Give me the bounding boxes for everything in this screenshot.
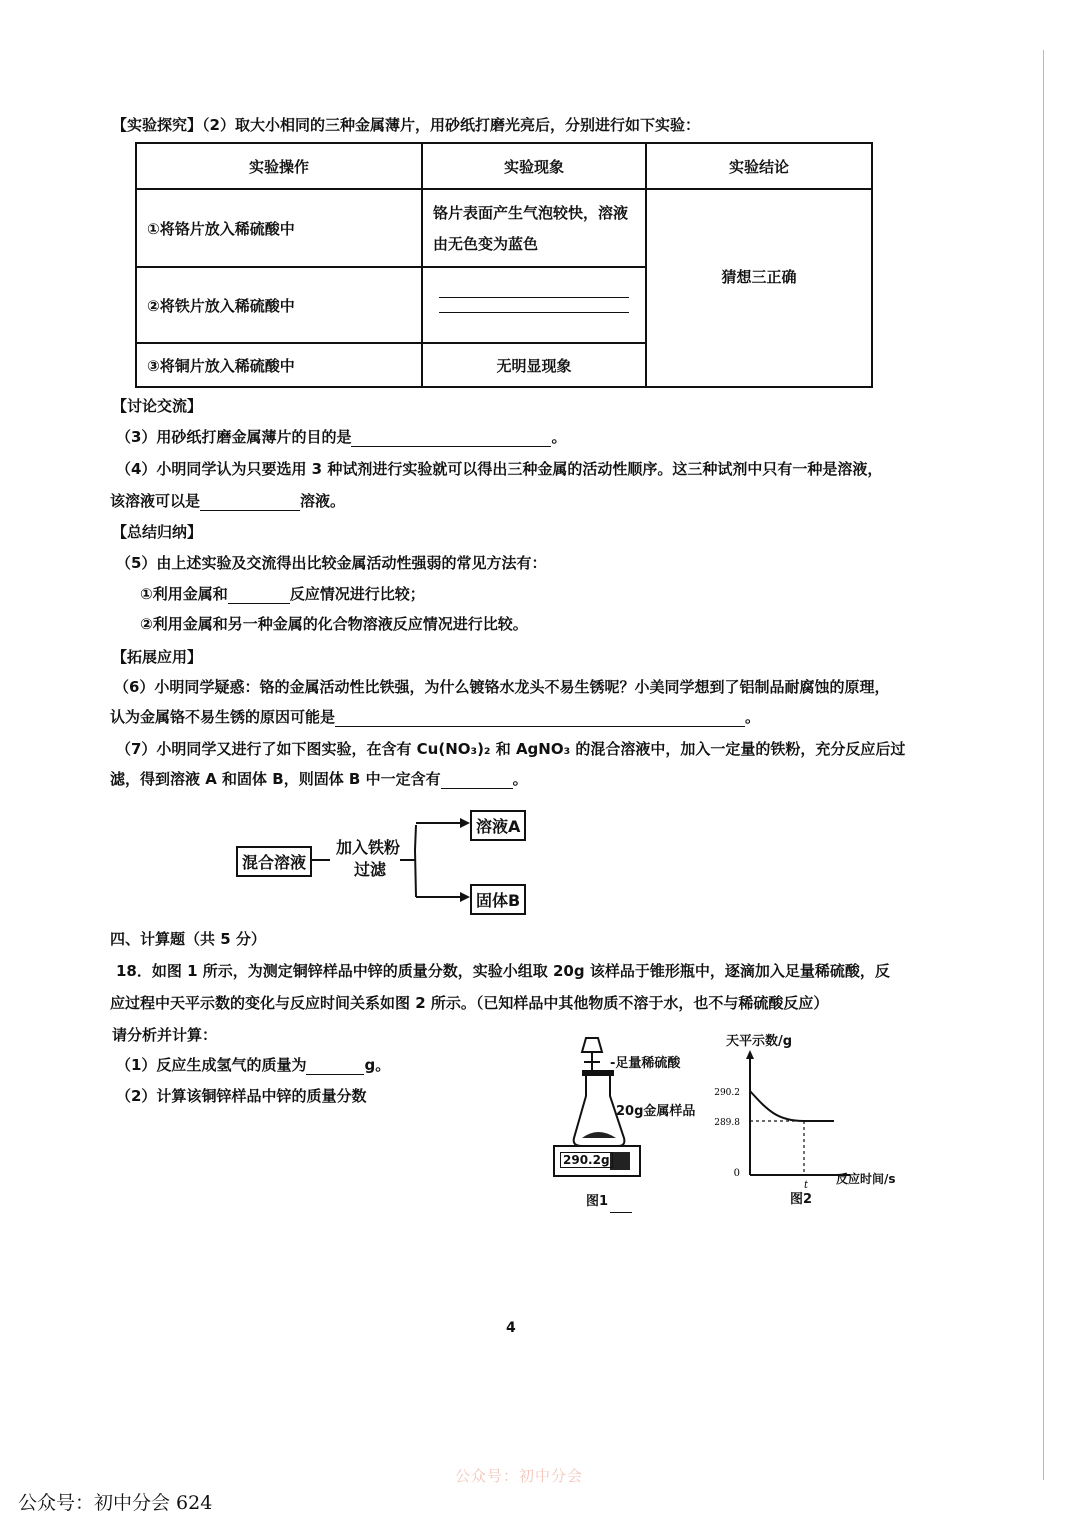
flow-step-add-iron: 加入铁粉 xyxy=(336,838,401,857)
answer-blank-q6[interactable] xyxy=(335,708,745,727)
row1-phenomenon-line1: 铬片表面产生气泡较快，溶液 xyxy=(433,204,629,222)
page-number: 4 xyxy=(506,1320,516,1336)
section-4-title: 四、计算题（共 5 分） xyxy=(110,930,266,948)
question-4-end: 溶液。 xyxy=(300,492,346,510)
question-6-line1: （6）小明同学疑惑：铬的金属活动性比铁强，为什么镀铬水龙头不易生锈呢？小美同学想到了铝制品耐腐蚀的原理， xyxy=(114,678,890,696)
question-18-part2: （2）计算该铜锌样品中锌的质量分数 xyxy=(116,1087,367,1105)
row2-operation: ②将铁片放入稀硫酸中 xyxy=(136,267,422,343)
question-3-text: （3）用砂纸打磨金属薄片的目的是 xyxy=(116,428,352,446)
method-1-end: 反应情况进行比较； xyxy=(289,585,425,603)
question-4-text: 该溶液可以是 xyxy=(110,492,201,510)
header-operation: 实验操作 xyxy=(136,143,422,189)
question-18-line2: 应过程中天平示数的变化与反应时间关系如图 2 所示。（已知样品中其他物质不溶于水，也不与稀硫酸反应） xyxy=(110,994,829,1012)
table-row xyxy=(136,189,872,267)
mix-solution-box: 混合溶液 xyxy=(236,846,312,877)
header-phenomenon: 实验现象 xyxy=(422,143,646,189)
row3-phenomenon: 无明显现象 xyxy=(422,343,646,387)
question-3-end: 。 xyxy=(551,428,567,446)
question-6-line2 xyxy=(110,708,760,727)
solution-a-box: 溶液A xyxy=(470,810,526,841)
question-18-ask: 请分析并计算： xyxy=(112,1026,218,1044)
footer-account-text: 公众号：初中分会 624 xyxy=(18,1492,213,1514)
question-6-text: 认为金属铬不易生锈的原因可能是 xyxy=(110,708,336,726)
origin-label: 0 xyxy=(733,1168,740,1179)
question-6-end: 。 xyxy=(745,708,761,726)
series-line xyxy=(750,1091,834,1121)
question-7-line1: （7）小明同学又进行了如下图实验，在含有 Cu(NO₃)₂ 和 AgNO₃ 的混合溶液中，加入一定量的铁粉，充分反应后过 xyxy=(116,740,906,758)
acid-label: -足量稀硫酸 xyxy=(610,1056,681,1071)
flow-step-filter: 过滤 xyxy=(354,860,387,879)
caption-underline xyxy=(610,1212,632,1213)
sample-label: 20g金属样品 xyxy=(616,1104,696,1119)
question-18-part1-text: （1）反应生成氢气的质量为 xyxy=(116,1056,307,1074)
figure-1-caption: 图1 xyxy=(586,1194,609,1209)
conclusion-cell: 猜想三正确 xyxy=(646,189,872,387)
figure-2-caption: 图2 xyxy=(790,1192,813,1207)
question-4-line1: （4）小明同学认为只要选用 3 种试剂进行实验就可以得出三种金属的活动性顺序。这三种试剂中只有一种是溶液， xyxy=(116,460,883,478)
answer-blank-q4[interactable] xyxy=(200,492,300,511)
question-18-part1-unit: g。 xyxy=(364,1056,391,1074)
question-2-text: （2）取大小相同的三种金属薄片，用砂纸打磨光亮后，分别进行如下实验： xyxy=(202,116,700,134)
answer-blank-q18[interactable] xyxy=(306,1056,364,1075)
page-edge-line xyxy=(1043,50,1044,1480)
question-3 xyxy=(116,428,566,447)
question-7-line2 xyxy=(110,770,528,789)
chart-ylabel: 天平示数/g xyxy=(726,1034,793,1049)
answer-blank-q5[interactable] xyxy=(228,585,290,604)
question-2-intro xyxy=(112,116,700,134)
summary-tag: 【总结归纳】 xyxy=(112,523,203,541)
x-tick-label: t xyxy=(804,1180,809,1190)
header-conclusion: 实验结论 xyxy=(646,143,872,189)
watermark-text: 公众号：初中分会 xyxy=(455,1467,584,1485)
question-4-line2 xyxy=(110,492,345,511)
answer-blank-q7[interactable] xyxy=(441,770,513,789)
extension-tag: 【拓展应用】 xyxy=(112,648,203,666)
method-1 xyxy=(140,585,425,604)
y-axis-arrow xyxy=(746,1050,754,1059)
question-5: （5）由上述实验及交流得出比较金属活动性强弱的常见方法有： xyxy=(116,554,547,572)
row1-operation: ①将铬片放入稀硫酸中 xyxy=(136,189,422,267)
y-tick-label: 290.2 xyxy=(714,1088,740,1098)
answer-blank[interactable] xyxy=(439,297,629,298)
question-18-part1 xyxy=(116,1056,390,1075)
experiment-table xyxy=(135,142,873,388)
answer-blank-q3[interactable] xyxy=(351,428,551,447)
y-tick-label: 289.8 xyxy=(714,1118,740,1128)
acid-label-text: 足量稀硫酸 xyxy=(615,1056,681,1071)
question-7-end: 。 xyxy=(512,770,528,788)
discussion-tag: 【讨论交流】 xyxy=(112,397,203,415)
chart-plot xyxy=(700,1050,930,1190)
scale-display: 290.2g xyxy=(560,1152,613,1168)
row1-phenomenon xyxy=(422,189,646,267)
row2-phenomenon-blanks xyxy=(422,267,646,343)
row1-phenomenon-line2: 由无色变为蓝色 xyxy=(433,235,539,253)
row3-operation: ③将铜片放入稀硫酸中 xyxy=(136,343,422,387)
experiment-tag: 【实验探究】 xyxy=(112,116,203,134)
method-2: ②利用金属和另一种金属的化合物溶液反应情况进行比较。 xyxy=(140,615,528,633)
chart-xlabel: 反应时间/s xyxy=(836,1172,896,1186)
method-1-text: ①利用金属和 xyxy=(140,585,228,603)
answer-blank[interactable] xyxy=(439,312,629,313)
question-18-line1: 18．如图 1 所示，为测定铜锌样品中锌的质量分数，实验小组取 20g 该样品于锥形瓶中，逐滴加入足量稀硫酸，反 xyxy=(116,962,890,980)
solid-b-box: 固体B xyxy=(470,884,526,915)
table-header-row xyxy=(136,143,872,189)
question-7-text: 滤，得到溶液 A 和固体 B，则固体 B 中一定含有 xyxy=(110,770,441,788)
